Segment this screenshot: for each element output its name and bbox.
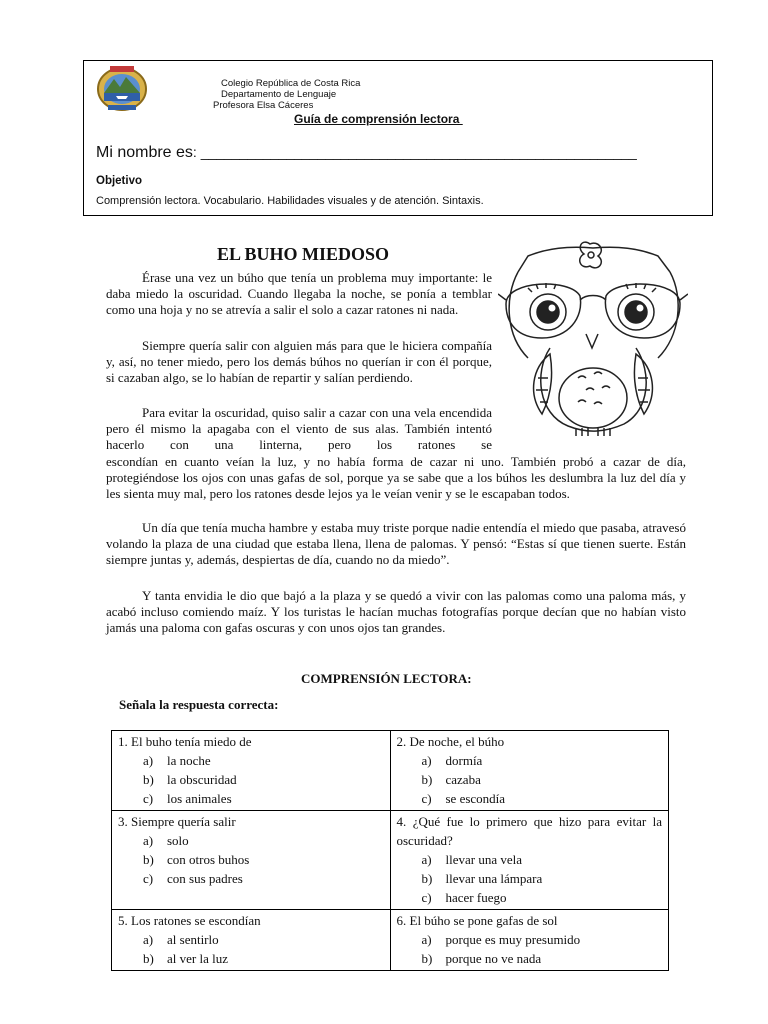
answer-option[interactable]: b) con otros buhos	[143, 852, 250, 867]
question-text: 3. Siempre quería salir	[118, 814, 236, 829]
story-paragraph-2: Siempre quería salir con alguien más para que le hiciera compañía y, así, no tener miedo, pero los demás búhos no querían ir con él porque, si cazaban algo, se lo habían de repartir y salían perdiendo.	[106, 338, 492, 386]
school-name: Colegio República de Costa Rica	[221, 78, 361, 89]
answer-option[interactable]: c) se escondía	[421, 791, 506, 806]
answer-option[interactable]: a) llevar una vela	[421, 852, 523, 867]
story-title: EL BUHO MIEDOSO	[217, 244, 390, 264]
name-label: Mi nombre es	[96, 144, 193, 161]
instruction-text: Señala la respuesta correcta:	[119, 697, 279, 712]
question-cell	[390, 811, 669, 910]
story-paragraph-4: Un día que tenía mucha hambre y estaba muy triste porque nadie entendía el miedo que pasaba, atravesó volando la plaza de una ciudad que estaba llena, llena de palomas. Y pensó: “Estas sí que tienen suerte. Están siempre juntas y, además, despiertas de día, cuando no da miedo”.	[106, 520, 686, 568]
costa-rica-coat-of-arms-icon	[94, 63, 150, 113]
question-text: 2. De noche, el búho	[396, 734, 505, 749]
question-cell	[390, 910, 669, 971]
question-text: 5. Los ratones se escondían	[118, 913, 261, 928]
objective-label: Objetivo	[96, 175, 143, 187]
story-paragraph-1: Érase una vez un búho que tenía un problema muy importante: le daba miedo la oscuridad. Cuando llegaba la noche, se ponía a temblar como una hoja y no se atrevía a salir el solo a cazar ratones ni nada.	[106, 270, 492, 318]
owl-illustration	[498, 238, 688, 444]
answer-option[interactable]: c) con sus padres	[143, 871, 243, 886]
question-cell	[112, 910, 391, 971]
quiz-row	[112, 811, 669, 910]
answer-option[interactable]: b) al ver la luz	[143, 951, 228, 966]
quiz-table	[111, 730, 669, 971]
question-cell	[390, 731, 669, 811]
quiz-row	[112, 731, 669, 811]
question-text: 1. El buho tenía miedo de	[118, 734, 252, 749]
question-text: 4. ¿Qué fue lo primero que hizo para evitar la oscuridad?	[396, 814, 662, 848]
name-blank-line[interactable]: : ________________________________________________________	[192, 144, 637, 160]
answer-option[interactable]: a) dormía	[421, 753, 483, 768]
question-cell	[112, 811, 391, 910]
quiz-row	[112, 910, 669, 971]
answer-option[interactable]: b) la obscuridad	[143, 772, 237, 787]
header-box	[83, 60, 713, 216]
story-paragraph-3-part-1: Para evitar la oscuridad, quiso salir a cazar con una vela encendida pero él mismo la apagaba con el viento de sus alas. También intentó hacerlo con una linterna, pero los ratones se	[106, 405, 492, 453]
story-paragraph-3-part-2: escondían en cuanto veían la luz, y no había forma de cazar ni uno. También probó a cazar de día, protegiéndose los ojos con unas gafas de sol, porque ya se sabe que a los búhos les deslumbra la luz del día y les sienta muy mal, pero los ratones desde lejos ya le veían venir y se le escapaban todos.	[106, 454, 686, 502]
comprehension-title: COMPRENSIÓN LECTORA:	[301, 671, 472, 686]
guide-title: Guía de comprensión lectora	[294, 112, 463, 126]
answer-option[interactable]: a) al sentirlo	[143, 932, 219, 947]
name-field-row[interactable]	[96, 144, 637, 162]
story-paragraph-5: Y tanta envidia le dio que bajó a la plaza y se quedó a vivir con las palomas como una paloma más, y acabó incluso comiendo maíz. Y los turistas le hacían muchas fotografías porque decían que no habían visto jamás una paloma con gafas oscuras y con unos ojos tan grandes.	[106, 588, 686, 636]
answer-option[interactable]: b) cazaba	[421, 772, 481, 787]
answer-option[interactable]: b) llevar una lámpara	[421, 871, 543, 886]
answer-option[interactable]: c) hacer fuego	[421, 890, 507, 905]
answer-option[interactable]: a) solo	[143, 833, 189, 848]
department-name: Departamento de Lenguaje	[221, 89, 337, 100]
answer-option[interactable]: a) la noche	[143, 753, 211, 768]
teacher-name: Profesora Elsa Cáceres	[213, 100, 314, 111]
objective-text: Comprensión lectora. Vocabulario. Habilidades visuales y de atención. Sintaxis.	[96, 195, 484, 207]
answer-option[interactable]: c) los animales	[143, 791, 232, 806]
answer-option[interactable]: b) porque no ve nada	[421, 951, 542, 966]
question-cell	[112, 731, 391, 811]
answer-option[interactable]: a) porque es muy presumido	[421, 932, 581, 947]
question-text: 6. El búho se pone gafas de sol	[396, 913, 558, 928]
